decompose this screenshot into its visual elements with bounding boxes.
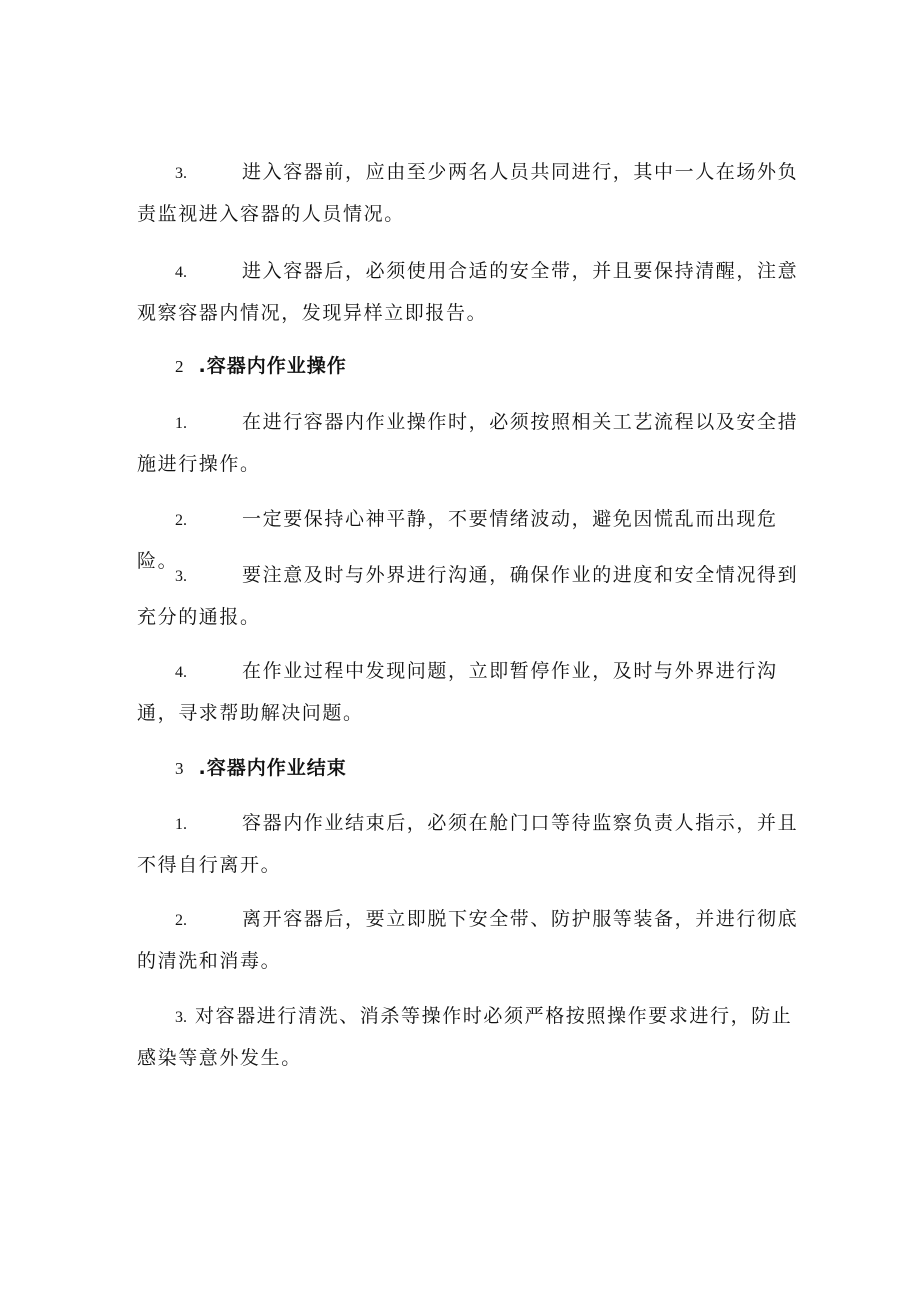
list-item-number: 3. bbox=[175, 1009, 187, 1026]
list-item-text: 在作业过程中发现问题，立即暂停作业，及时与外界进行沟通，寻求帮助解决问题。 bbox=[137, 660, 778, 724]
section-heading bbox=[175, 346, 347, 387]
list-item bbox=[137, 651, 799, 733]
section-heading bbox=[175, 748, 347, 789]
list-item-number: 2. bbox=[175, 912, 187, 929]
list-item bbox=[137, 402, 799, 484]
list-item-text: 要注意及时与外界进行沟通，确保作业的进度和安全情况得到充分的通报。 bbox=[137, 564, 799, 628]
list-item bbox=[137, 899, 799, 981]
section-heading-title: .容器内作业结束 bbox=[198, 757, 347, 779]
list-item-number: 4. bbox=[175, 664, 187, 681]
list-item-text: 离开容器后，要立即脱下安全带、防护服等装备，并进行彻底的清洗和消毒。 bbox=[137, 908, 799, 972]
list-item bbox=[137, 996, 799, 1078]
list-item bbox=[137, 152, 799, 234]
list-item bbox=[137, 251, 799, 333]
section-heading-title: .容器内作业操作 bbox=[198, 355, 347, 377]
list-item-number: 3. bbox=[175, 568, 187, 585]
list-item-text: 容器内作业结束后，必须在舱门口等待监察负责人指示，并且不得自行离开。 bbox=[137, 812, 799, 876]
section-heading-number: 3 bbox=[175, 759, 185, 778]
list-item-text: 对容器进行清洗、消杀等操作时必须严格按照操作要求进行，防止感染等意外发生。 bbox=[137, 1005, 793, 1069]
list-item-number: 4. bbox=[175, 264, 187, 281]
list-item-text: 在进行容器内作业操作时，必须按照相关工艺流程以及安全措施进行操作。 bbox=[137, 411, 799, 475]
list-item bbox=[137, 555, 799, 637]
list-item-text: 进入容器前，应由至少两名人员共同进行，其中一人在场外负责监视进入容器的人员情况。 bbox=[137, 161, 799, 225]
list-item bbox=[137, 803, 799, 885]
list-item-number: 1. bbox=[175, 415, 187, 432]
list-item-text: 进入容器后，必须使用合适的安全带，并且要保持清醒，注意观察容器内情况，发现异样立即报告。 bbox=[137, 260, 799, 324]
section-heading-number: 2 bbox=[175, 357, 185, 376]
list-item-text: 一定要保持心神平静，不要情绪波动，避免因慌乱而出现危险。 bbox=[137, 508, 778, 572]
list-item-number: 2. bbox=[175, 512, 187, 529]
list-item-number: 1. bbox=[175, 816, 187, 833]
list-item-number: 3. bbox=[175, 165, 187, 182]
